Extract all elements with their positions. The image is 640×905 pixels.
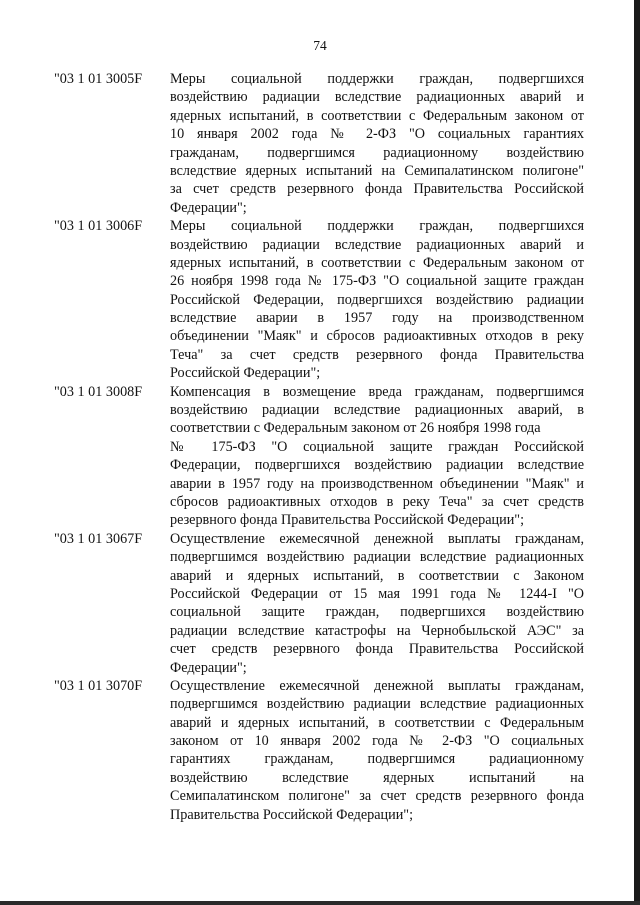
description-line: объединении "Маяк" и сбросов радиоактивных отходов в реку: [170, 328, 584, 345]
description-line: аварий и ядерных испытаний, в соответствии с Законом: [170, 567, 584, 584]
description-line: Федерации, подвергшихся воздействию радиации вследствие: [170, 457, 584, 474]
scan-edge-bottom: [0, 901, 640, 905]
description-line: законом от 10 января 2002 года № 2-ФЗ "О социальных: [170, 733, 584, 750]
description-line: подвергшимся воздействию радиации вследствие радиационных: [170, 696, 584, 713]
description-line: воздействию радиации вследствие радиационных аварий и: [170, 89, 584, 106]
description-line: воздействию радиации вследствие радиационных аварий и: [170, 236, 584, 253]
entry-description: [170, 677, 584, 824]
description-line: подвергшимся воздействию радиации вследствие радиационных: [170, 549, 584, 566]
budget-code-list: [54, 70, 584, 824]
description-line: социальной защите граждан, подвергшихся воздействию: [170, 604, 584, 621]
description-line: счет средств резервного фонда Правительства Российской: [170, 641, 584, 658]
description-line: вследствие ядерных испытаний на Семипалатинском полигоне": [170, 162, 584, 179]
description-line: вследствие аварии в 1957 году на производственном: [170, 310, 584, 327]
description-line: гарантиях гражданам, подвергшимся радиационному: [170, 751, 584, 768]
entry-description: [170, 383, 584, 530]
entry-description: [170, 530, 584, 677]
description-line: Компенсация в возмещение вреда гражданам, подвергшимся: [170, 383, 584, 400]
description-line: Семипалатинском полигоне" за счет средств резервного фонда: [170, 788, 584, 805]
description-line: Осуществление ежемесячной денежной выплаты гражданам,: [170, 677, 584, 694]
entry-code: "03 1 01 3006F: [54, 218, 143, 235]
description-line: Теча" за счет средств резервного фонда Правительства: [170, 346, 584, 363]
description-line: Российской Федерации";: [170, 365, 321, 382]
entry-3006f: [54, 217, 584, 383]
description-line: Осуществление ежемесячной денежной выплаты гражданам,: [170, 530, 584, 547]
description-line: воздействию радиации вследствие радиационных аварий, в: [170, 402, 584, 419]
description-line: 26 ноября 1998 года № 175-ФЗ "О социальной защите граждан: [170, 273, 584, 290]
scan-edge-right: [634, 0, 640, 905]
entry-3005f: [54, 70, 584, 217]
description-line: сбросов радиоактивных отходов в реку Теча" за счет средств: [170, 493, 584, 510]
description-line: № 175-ФЗ "О социальной защите граждан Российской: [170, 438, 584, 455]
description-line: Российской Федерации от 15 мая 1991 года № 1244-I "О: [170, 585, 584, 602]
entry-3008f: [54, 383, 584, 530]
description-line: соответствии с Федеральным законом от 26 ноября 1998 года: [170, 420, 541, 437]
description-line: Российской Федерации, подвергшихся воздействию радиации: [170, 291, 584, 308]
description-line: аварии в 1957 году на производственном объединении "Маяк" и: [170, 475, 584, 492]
description-line: Правительства Российской Федерации";: [170, 806, 414, 823]
description-line: ядерных испытаний, в соответствии с Федеральным законом от: [170, 107, 584, 124]
description-line: Федерации";: [170, 199, 247, 216]
entry-3067f: [54, 530, 584, 677]
description-line: гражданам, подвергшимся радиационному воздействию: [170, 144, 584, 161]
description-line: воздействию вследствие ядерных испытаний на: [170, 769, 584, 786]
description-line: аварий и ядерных испытаний, в соответствии с Федеральным: [170, 714, 584, 731]
description-line: ядерных испытаний, в соответствии с Федеральным законом от: [170, 254, 584, 271]
entry-description: [170, 217, 584, 383]
description-line: резервного фонда Правительства Российской Федерации";: [170, 512, 525, 529]
description-line: Меры социальной поддержки граждан, подвергшихся: [170, 71, 584, 87]
description-line: Меры социальной поддержки граждан, подвергшихся: [170, 218, 584, 235]
entry-code: "03 1 01 3008F: [54, 383, 143, 400]
entry-3070f: [54, 677, 584, 824]
entry-description: [170, 70, 584, 217]
entry-code: "03 1 01 3070F: [54, 677, 143, 694]
description-line: 10 января 2002 года № 2-ФЗ "О социальных гарантиях: [170, 126, 584, 143]
page-number: 74: [313, 38, 327, 53]
description-line: за счет средств резервного фонда Правительства Российской: [170, 181, 584, 198]
entry-code: "03 1 01 3005F: [54, 71, 143, 87]
entry-code: "03 1 01 3067F: [54, 530, 143, 547]
description-line: Федерации";: [170, 659, 247, 676]
description-line: радиации вследствие катастрофы на Чернобыльской АЭС" за: [170, 622, 584, 639]
